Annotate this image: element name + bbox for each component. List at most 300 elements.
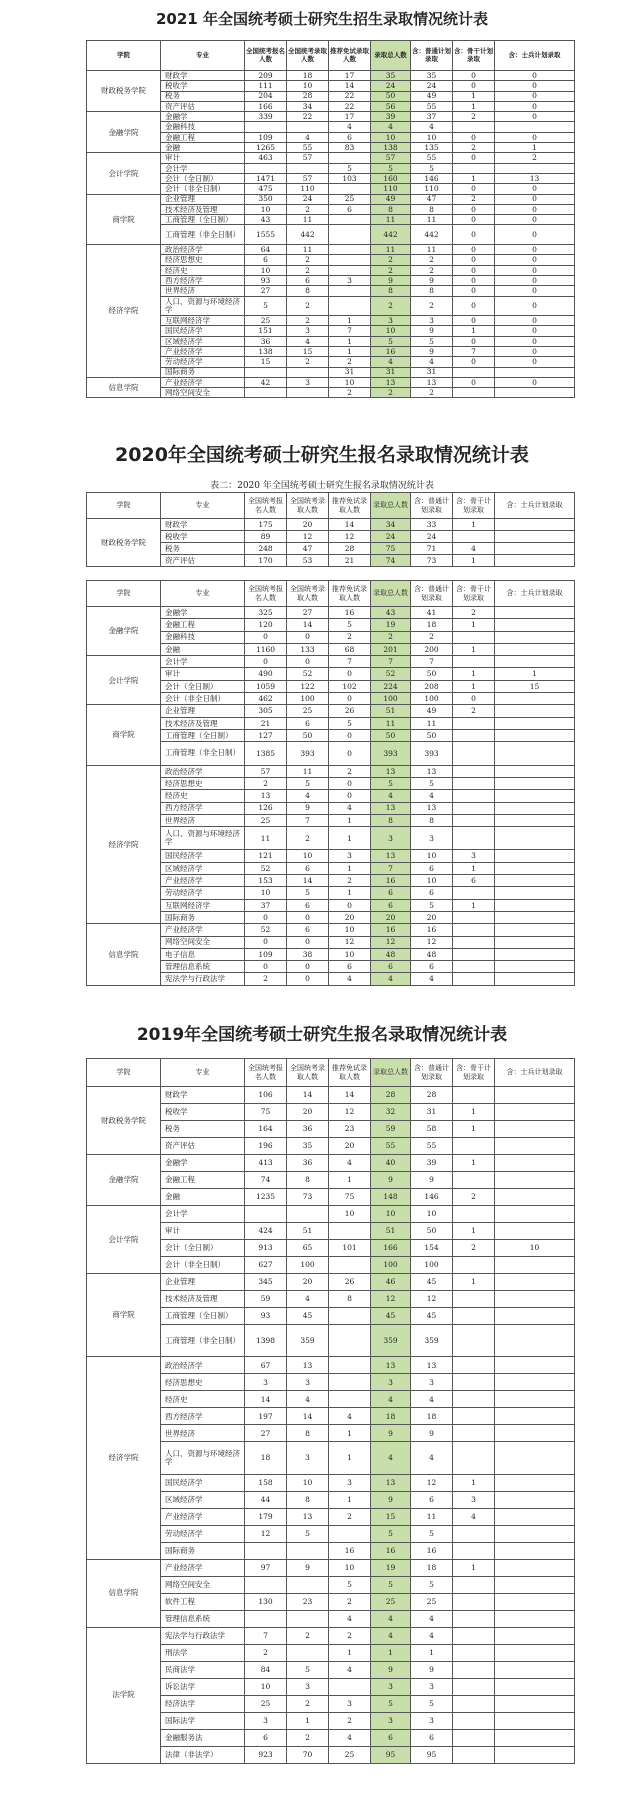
cell-admitted-total: 393 bbox=[371, 742, 411, 765]
cell-plan-soldier bbox=[495, 924, 575, 936]
cell-major: 技术经济及管理 bbox=[161, 1291, 245, 1308]
cell-admitted-recommended bbox=[329, 225, 371, 245]
cell-plan-soldier bbox=[495, 1087, 575, 1104]
cell-plan-regular: 13 bbox=[411, 802, 453, 814]
cell-admitted-recommended: 1 bbox=[329, 1644, 371, 1661]
cell-college: 经济学院 bbox=[87, 765, 161, 924]
cell-admitted-recommended: 20 bbox=[329, 911, 371, 923]
cell-major: 经济史 bbox=[161, 790, 245, 802]
table-2020-part-a bbox=[86, 492, 575, 567]
cell-plan-soldier bbox=[495, 1474, 575, 1491]
cell-plan-backbone bbox=[453, 1712, 495, 1729]
cell-major: 世界经济 bbox=[161, 286, 245, 296]
cell-plan-regular: 55 bbox=[411, 1138, 453, 1155]
cell-admitted-total: 2 bbox=[371, 255, 411, 265]
cell-major: 税收学 bbox=[161, 1104, 245, 1121]
cell-plan-regular: 12 bbox=[411, 936, 453, 948]
cell-major: 互联网经济学 bbox=[161, 899, 245, 911]
cell-plan-backbone: 0 bbox=[453, 357, 495, 367]
cell-plan-soldier: 0 bbox=[495, 112, 575, 122]
cell-admitted-total: 13 bbox=[371, 765, 411, 777]
cell-applicants: 2 bbox=[245, 777, 287, 789]
cell-major: 产业经济学 bbox=[161, 1508, 245, 1525]
cell-plan-backbone: 7 bbox=[453, 346, 495, 356]
cell-plan-regular: 5 bbox=[411, 899, 453, 911]
cell-applicants: 120 bbox=[245, 619, 287, 631]
cell-plan-soldier bbox=[495, 1391, 575, 1408]
cell-plan-backbone bbox=[453, 936, 495, 948]
cell-admitted-total: 10 bbox=[371, 132, 411, 142]
cell-plan-soldier bbox=[495, 643, 575, 655]
cell-admitted-exam: 5 bbox=[287, 777, 329, 789]
cell-admitted-recommended: 31 bbox=[329, 367, 371, 377]
cell-admitted-recommended: 16 bbox=[329, 607, 371, 619]
cell-admitted-total: 35 bbox=[371, 71, 411, 81]
column-header-plan-backbone: 含：骨干计划录取 bbox=[453, 1059, 495, 1087]
cell-major: 财政学 bbox=[161, 71, 245, 81]
cell-admitted-total: 31 bbox=[371, 367, 411, 377]
table-row bbox=[87, 184, 575, 194]
cell-plan-regular: 4 bbox=[411, 357, 453, 367]
cell-plan-backbone: 2 bbox=[453, 607, 495, 619]
cell-plan-backbone: 0 bbox=[453, 693, 495, 705]
cell-plan-soldier bbox=[495, 1155, 575, 1172]
cell-applicants: 13 bbox=[245, 790, 287, 802]
table-row bbox=[87, 1257, 575, 1274]
cell-admitted-total: 46 bbox=[371, 1274, 411, 1291]
cell-plan-regular: 2 bbox=[411, 265, 453, 275]
cell-plan-backbone bbox=[453, 1087, 495, 1104]
cell-admitted-recommended: 4 bbox=[329, 802, 371, 814]
cell-major: 资产评估 bbox=[161, 1138, 245, 1155]
cell-admitted-exam bbox=[287, 388, 329, 398]
cell-plan-soldier: 0 bbox=[495, 316, 575, 326]
cell-applicants: 74 bbox=[245, 1172, 287, 1189]
cell-admitted-recommended: 2 bbox=[329, 631, 371, 643]
column-header-plan-backbone: 含：骨干计划录取 bbox=[453, 581, 495, 607]
cell-admitted-exam: 6 bbox=[287, 899, 329, 911]
cell-admitted-total: 34 bbox=[371, 519, 411, 531]
table-row bbox=[87, 215, 575, 225]
cell-admitted-exam: 8 bbox=[287, 286, 329, 296]
cell-admitted-recommended: 3 bbox=[329, 1695, 371, 1712]
cell-plan-soldier bbox=[495, 1644, 575, 1661]
cell-admitted-total: 2 bbox=[371, 296, 411, 316]
cell-plan-regular: 8 bbox=[411, 286, 453, 296]
cell-admitted-total: 13 bbox=[371, 377, 411, 387]
cell-admitted-total: 4 bbox=[371, 973, 411, 985]
cell-major: 金融科技 bbox=[161, 122, 245, 132]
cell-plan-regular: 4 bbox=[411, 973, 453, 985]
cell-plan-backbone: 3 bbox=[453, 1491, 495, 1508]
cell-applicants: 3 bbox=[245, 1374, 287, 1391]
cell-admitted-recommended: 4 bbox=[329, 1155, 371, 1172]
cell-admitted-exam: 53 bbox=[287, 555, 329, 567]
cell-plan-soldier bbox=[495, 973, 575, 985]
cell-applicants: 345 bbox=[245, 1274, 287, 1291]
cell-plan-backbone bbox=[453, 1695, 495, 1712]
cell-admitted-total: 2 bbox=[371, 631, 411, 643]
page-title-2020: 2020年全国统考硕士研究生报名录取情况统计表 bbox=[115, 444, 529, 466]
cell-plan-backbone bbox=[453, 1746, 495, 1763]
table-row bbox=[87, 275, 575, 285]
cell-plan-regular: 4 bbox=[411, 122, 453, 132]
cell-applicants: 1385 bbox=[245, 742, 287, 765]
cell-applicants: 325 bbox=[245, 607, 287, 619]
cell-admitted-recommended: 1 bbox=[329, 346, 371, 356]
cell-admitted-total: 19 bbox=[371, 619, 411, 631]
cell-applicants: 21 bbox=[245, 717, 287, 729]
cell-plan-regular: 9 bbox=[411, 326, 453, 336]
cell-plan-regular: 9 bbox=[411, 1425, 453, 1442]
cell-admitted-exam: 2 bbox=[287, 1695, 329, 1712]
cell-plan-regular: 200 bbox=[411, 643, 453, 655]
cell-plan-regular: 41 bbox=[411, 607, 453, 619]
table-row bbox=[87, 255, 575, 265]
cell-admitted-recommended: 0 bbox=[329, 693, 371, 705]
cell-admitted-total: 51 bbox=[371, 1223, 411, 1240]
cell-plan-regular: 4 bbox=[411, 1627, 453, 1644]
cell-admitted-total: 49 bbox=[371, 194, 411, 204]
cell-plan-backbone bbox=[453, 948, 495, 960]
cell-admitted-total: 51 bbox=[371, 705, 411, 717]
cell-plan-backbone: 1 bbox=[453, 101, 495, 111]
cell-applicants: 1398 bbox=[245, 1325, 287, 1357]
cell-plan-regular: 48 bbox=[411, 948, 453, 960]
cell-college: 经济学院 bbox=[87, 245, 161, 378]
cell-plan-backbone bbox=[453, 1542, 495, 1559]
cell-major: 西方经济学 bbox=[161, 1408, 245, 1425]
cell-plan-soldier bbox=[495, 1610, 575, 1627]
cell-plan-backbone: 0 bbox=[453, 204, 495, 214]
table-row bbox=[87, 143, 575, 153]
cell-major: 网络空间安全 bbox=[161, 1576, 245, 1593]
cell-admitted-recommended: 12 bbox=[329, 936, 371, 948]
cell-admitted-recommended: 25 bbox=[329, 1746, 371, 1763]
cell-plan-soldier bbox=[495, 1325, 575, 1357]
cell-applicants: 93 bbox=[245, 275, 287, 285]
table-row bbox=[87, 1678, 575, 1695]
cell-major: 刑法学 bbox=[161, 1644, 245, 1661]
cell-major: 政治经济学 bbox=[161, 1357, 245, 1374]
table-header-row bbox=[87, 493, 575, 519]
cell-admitted-exam: 0 bbox=[287, 936, 329, 948]
cell-major: 金融科技 bbox=[161, 631, 245, 643]
cell-admitted-recommended: 2 bbox=[329, 388, 371, 398]
cell-plan-soldier: 1 bbox=[495, 668, 575, 680]
table-row bbox=[87, 101, 575, 111]
table-row bbox=[87, 1746, 575, 1763]
cell-applicants: 25 bbox=[245, 1695, 287, 1712]
cell-major: 工商管理（非全日制） bbox=[161, 742, 245, 765]
cell-admitted-total: 4 bbox=[371, 1610, 411, 1627]
cell-admitted-total: 12 bbox=[371, 1291, 411, 1308]
cell-applicants bbox=[245, 1576, 287, 1593]
cell-admitted-recommended: 2 bbox=[329, 1593, 371, 1610]
cell-applicants: 0 bbox=[245, 936, 287, 948]
cell-admitted-exam: 11 bbox=[287, 765, 329, 777]
cell-admitted-recommended: 10 bbox=[329, 924, 371, 936]
cell-major: 企业管理 bbox=[161, 194, 245, 204]
table-row bbox=[87, 887, 575, 899]
cell-admitted-exam: 65 bbox=[287, 1240, 329, 1257]
table-row bbox=[87, 204, 575, 214]
cell-admitted-recommended: 22 bbox=[329, 91, 371, 101]
cell-plan-regular: 2 bbox=[411, 255, 453, 265]
cell-applicants: 170 bbox=[245, 555, 287, 567]
table-row bbox=[87, 122, 575, 132]
cell-plan-soldier: 0 bbox=[495, 81, 575, 91]
cell-plan-soldier bbox=[495, 1138, 575, 1155]
cell-applicants: 204 bbox=[245, 91, 287, 101]
cell-plan-soldier bbox=[495, 742, 575, 765]
cell-major: 企业管理 bbox=[161, 1274, 245, 1291]
cell-plan-backbone bbox=[453, 531, 495, 543]
cell-plan-backbone: 0 bbox=[453, 275, 495, 285]
cell-admitted-exam: 52 bbox=[287, 668, 329, 680]
cell-admitted-total: 5 bbox=[371, 1695, 411, 1712]
cell-admitted-recommended: 2 bbox=[329, 1712, 371, 1729]
cell-major: 金融学 bbox=[161, 112, 245, 122]
column-header-plan-regular: 含：普通计划录取 bbox=[411, 493, 453, 519]
cell-applicants: 43 bbox=[245, 215, 287, 225]
cell-plan-regular: 47 bbox=[411, 194, 453, 204]
cell-plan-soldier bbox=[495, 388, 575, 398]
cell-applicants: 5 bbox=[245, 296, 287, 316]
cell-plan-backbone bbox=[453, 814, 495, 826]
table-row bbox=[87, 705, 575, 717]
table-row bbox=[87, 543, 575, 555]
cell-admitted-exam: 100 bbox=[287, 1257, 329, 1274]
table-row bbox=[87, 1661, 575, 1678]
cell-college: 金融学院 bbox=[87, 607, 161, 656]
cell-major: 工商管理（全日制） bbox=[161, 1308, 245, 1325]
table-2020-part-b bbox=[86, 580, 575, 986]
cell-plan-backbone bbox=[453, 765, 495, 777]
cell-plan-soldier: 0 bbox=[495, 286, 575, 296]
cell-applicants: 42 bbox=[245, 377, 287, 387]
cell-plan-soldier: 0 bbox=[495, 377, 575, 387]
cell-plan-soldier bbox=[495, 1678, 575, 1695]
cell-admitted-recommended bbox=[329, 1374, 371, 1391]
cell-plan-soldier: 0 bbox=[495, 194, 575, 204]
cell-major: 管理信息系统 bbox=[161, 1610, 245, 1627]
table-row bbox=[87, 1559, 575, 1576]
table-row bbox=[87, 1325, 575, 1357]
cell-admitted-exam: 36 bbox=[287, 1155, 329, 1172]
cell-plan-regular: 50 bbox=[411, 668, 453, 680]
cell-major: 法律（非法学） bbox=[161, 1746, 245, 1763]
cell-applicants: 106 bbox=[245, 1087, 287, 1104]
cell-admitted-recommended: 0 bbox=[329, 668, 371, 680]
table-row bbox=[87, 1374, 575, 1391]
cell-plan-soldier bbox=[495, 911, 575, 923]
cell-applicants: 138 bbox=[245, 346, 287, 356]
cell-applicants: 37 bbox=[245, 899, 287, 911]
cell-admitted-exam: 393 bbox=[287, 742, 329, 765]
cell-admitted-recommended bbox=[329, 1325, 371, 1357]
cell-plan-soldier bbox=[495, 875, 575, 887]
section-2021 bbox=[0, 0, 644, 398]
cell-plan-backbone bbox=[453, 1206, 495, 1223]
cell-plan-backbone bbox=[453, 924, 495, 936]
cell-admitted-exam: 4 bbox=[287, 1391, 329, 1408]
cell-applicants: 93 bbox=[245, 1308, 287, 1325]
cell-admitted-recommended: 2 bbox=[329, 357, 371, 367]
cell-plan-regular: 359 bbox=[411, 1325, 453, 1357]
cell-admitted-exam: 4 bbox=[287, 336, 329, 346]
cell-plan-regular: 5 bbox=[411, 1695, 453, 1712]
cell-plan-regular: 2 bbox=[411, 388, 453, 398]
cell-admitted-exam: 11 bbox=[287, 245, 329, 255]
column-header-admitted-exam: 全国统考录取人数 bbox=[287, 493, 329, 519]
cell-admitted-recommended: 17 bbox=[329, 71, 371, 81]
cell-applicants: 1059 bbox=[245, 680, 287, 692]
cell-admitted-recommended bbox=[329, 184, 371, 194]
cell-plan-backbone bbox=[453, 388, 495, 398]
cell-plan-regular: 6 bbox=[411, 862, 453, 874]
table-row bbox=[87, 717, 575, 729]
cell-plan-backbone bbox=[453, 1644, 495, 1661]
column-header-plan-backbone: 含：骨干计划录取 bbox=[453, 41, 495, 71]
cell-plan-soldier bbox=[495, 1257, 575, 1274]
cell-plan-soldier: 0 bbox=[495, 215, 575, 225]
cell-admitted-recommended: 5 bbox=[329, 717, 371, 729]
column-header-college: 学院 bbox=[87, 41, 161, 71]
cell-admitted-total: 5 bbox=[371, 777, 411, 789]
cell-applicants: 36 bbox=[245, 336, 287, 346]
cell-admitted-total: 57 bbox=[371, 153, 411, 163]
cell-plan-regular: 18 bbox=[411, 619, 453, 631]
column-header-admitted-exam: 全国统考录取人数 bbox=[287, 581, 329, 607]
column-header-applicants: 全国统考报名人数 bbox=[245, 581, 287, 607]
cell-applicants: 197 bbox=[245, 1408, 287, 1425]
cell-admitted-recommended bbox=[329, 1678, 371, 1695]
cell-plan-soldier bbox=[495, 1121, 575, 1138]
cell-plan-soldier bbox=[495, 1508, 575, 1525]
cell-admitted-total: 2 bbox=[371, 388, 411, 398]
cell-admitted-exam: 22 bbox=[287, 112, 329, 122]
cell-applicants: 126 bbox=[245, 802, 287, 814]
cell-plan-regular: 50 bbox=[411, 1223, 453, 1240]
cell-plan-soldier bbox=[495, 777, 575, 789]
table-row bbox=[87, 173, 575, 183]
cell-admitted-recommended bbox=[329, 265, 371, 275]
cell-admitted-total: 4 bbox=[371, 1627, 411, 1644]
cell-major: 国民经济学 bbox=[161, 326, 245, 336]
table-row bbox=[87, 225, 575, 245]
cell-applicants: 10 bbox=[245, 1678, 287, 1695]
cell-plan-soldier bbox=[495, 765, 575, 777]
cell-admitted-total: 7 bbox=[371, 862, 411, 874]
cell-plan-backbone bbox=[453, 827, 495, 850]
cell-admitted-recommended: 101 bbox=[329, 1240, 371, 1257]
cell-major: 税收学 bbox=[161, 531, 245, 543]
cell-admitted-recommended bbox=[329, 1391, 371, 1408]
cell-plan-regular: 20 bbox=[411, 911, 453, 923]
cell-admitted-total: 28 bbox=[371, 1087, 411, 1104]
table-row bbox=[87, 680, 575, 692]
cell-admitted-total: 4 bbox=[371, 1391, 411, 1408]
cell-admitted-total: 1 bbox=[371, 1644, 411, 1661]
cell-plan-regular: 2 bbox=[411, 631, 453, 643]
cell-plan-backbone: 0 bbox=[453, 132, 495, 142]
cell-applicants: 57 bbox=[245, 765, 287, 777]
cell-plan-regular: 10 bbox=[411, 850, 453, 862]
cell-applicants: 18 bbox=[245, 1442, 287, 1474]
table-row bbox=[87, 1508, 575, 1525]
cell-admitted-recommended: 0 bbox=[329, 790, 371, 802]
cell-plan-regular: 3 bbox=[411, 316, 453, 326]
cell-admitted-recommended: 10 bbox=[329, 377, 371, 387]
table-row bbox=[87, 1542, 575, 1559]
cell-admitted-exam: 5 bbox=[287, 1525, 329, 1542]
cell-major: 世界经济 bbox=[161, 1425, 245, 1442]
cell-major: 劳动经济学 bbox=[161, 357, 245, 367]
cell-admitted-total: 24 bbox=[371, 81, 411, 91]
cell-plan-regular: 208 bbox=[411, 680, 453, 692]
cell-major: 软件工程 bbox=[161, 1593, 245, 1610]
cell-plan-soldier: 0 bbox=[495, 204, 575, 214]
table-row bbox=[87, 729, 575, 741]
cell-admitted-exam: 442 bbox=[287, 225, 329, 245]
cell-applicants: 1265 bbox=[245, 143, 287, 153]
cell-plan-soldier bbox=[495, 729, 575, 741]
cell-applicants: 10 bbox=[245, 204, 287, 214]
cell-plan-soldier bbox=[495, 887, 575, 899]
cell-admitted-recommended: 17 bbox=[329, 112, 371, 122]
table-row bbox=[87, 377, 575, 387]
cell-applicants: 130 bbox=[245, 1593, 287, 1610]
cell-applicants: 111 bbox=[245, 81, 287, 91]
cell-admitted-recommended bbox=[329, 245, 371, 255]
column-header-admitted-total: 录取总人数 bbox=[371, 41, 411, 71]
cell-college: 金融学院 bbox=[87, 1155, 161, 1206]
cell-applicants: 2 bbox=[245, 1644, 287, 1661]
cell-plan-soldier bbox=[495, 631, 575, 643]
cell-plan-regular: 37 bbox=[411, 112, 453, 122]
cell-plan-backbone bbox=[453, 717, 495, 729]
cell-admitted-recommended: 2 bbox=[329, 875, 371, 887]
table-row bbox=[87, 112, 575, 122]
column-header-admitted-total: 录取总人数 bbox=[371, 493, 411, 519]
cell-admitted-exam: 35 bbox=[287, 1138, 329, 1155]
cell-plan-regular: 3 bbox=[411, 827, 453, 850]
cell-admitted-recommended: 102 bbox=[329, 680, 371, 692]
cell-major: 网络空间安全 bbox=[161, 936, 245, 948]
cell-admitted-total: 13 bbox=[371, 802, 411, 814]
cell-major: 经济史 bbox=[161, 1391, 245, 1408]
cell-plan-soldier: 13 bbox=[495, 173, 575, 183]
cell-major: 金融 bbox=[161, 643, 245, 655]
cell-plan-soldier: 1 bbox=[495, 143, 575, 153]
cell-major: 审计 bbox=[161, 1223, 245, 1240]
cell-plan-backbone: 1 bbox=[453, 555, 495, 567]
cell-admitted-exam: 3 bbox=[287, 326, 329, 336]
cell-plan-soldier bbox=[495, 1525, 575, 1542]
table-2019 bbox=[86, 1058, 575, 1764]
cell-admitted-recommended: 68 bbox=[329, 643, 371, 655]
cell-applicants: 153 bbox=[245, 875, 287, 887]
cell-admitted-total: 2 bbox=[371, 265, 411, 275]
cell-admitted-total: 52 bbox=[371, 668, 411, 680]
table-row bbox=[87, 1525, 575, 1542]
cell-major: 税收学 bbox=[161, 81, 245, 91]
cell-admitted-total: 50 bbox=[371, 729, 411, 741]
cell-plan-soldier bbox=[495, 1627, 575, 1644]
table-row bbox=[87, 899, 575, 911]
cell-plan-backbone: 2 bbox=[453, 143, 495, 153]
